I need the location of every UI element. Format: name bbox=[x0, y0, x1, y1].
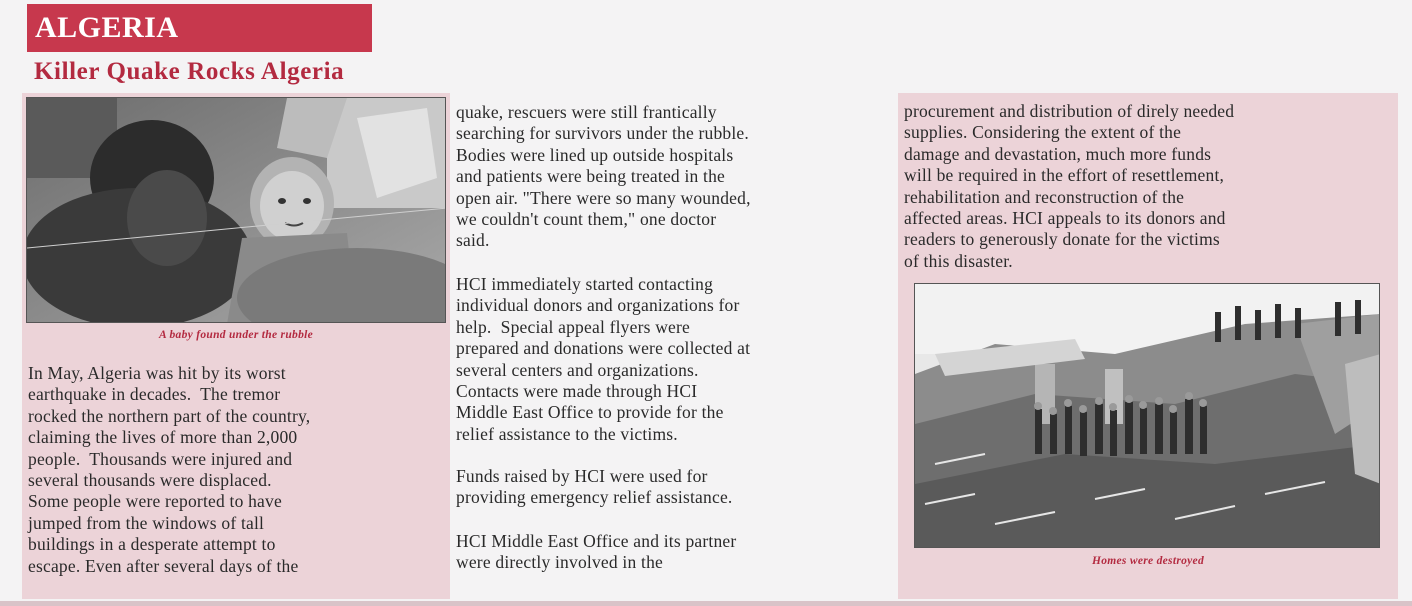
section-banner: ALGERIA bbox=[27, 4, 372, 52]
column-2-paragraph-1: quake, rescuers were still frantically searching for survivors under the rubble. Bodies were lined up outside hospitals and patients were being treated in the open air. "There were so many wounded, we couldn't count them," one doctor said. bbox=[456, 102, 751, 251]
destroyed-homes-photo bbox=[914, 283, 1380, 548]
left-column bbox=[22, 93, 450, 599]
baby-photo-caption: A baby found under the rubble bbox=[158, 329, 314, 341]
column-1-text: In May, Algeria was hit by its worst earthquake in decades. The tremor rocked the northern part of the country, claiming the lives of more than 2,000 people. Thousands were injured and several thousands were displaced. Some people were reported to have jumped from the windows of tall buildings in a desperate attempt to escape. Even after several days of the bbox=[28, 363, 311, 576]
column-2-paragraph-4: HCI Middle East Office and its partner were directly involved in the bbox=[456, 531, 737, 573]
homes-photo-caption: Homes were destroyed bbox=[1091, 555, 1205, 567]
baby-rescue-photo bbox=[26, 97, 446, 323]
column-2-paragraph-2: HCI immediately started contacting individual donors and organizations for help. Special appeal flyers were prepared and donations were collected at several centers and organizations. Contacts were made through HCI Middle East Office to provide for the relief assistance to the victims. bbox=[456, 274, 751, 444]
right-column bbox=[898, 93, 1398, 599]
article-headline: Killer Quake Rocks Algeria bbox=[34, 58, 345, 85]
column-3-text: procurement and distribution of direly needed supplies. Considering the extent of the damage and devastation, much more funds will be required in the effort of resettlement, rehabilitation and reconstruction of the affected areas. HCI appeals to its donors and readers to generously donate for the victims of this disaster. bbox=[904, 101, 1235, 271]
column-2-paragraph-3: Funds raised by HCI were used for providing emergency relief assistance. bbox=[456, 466, 733, 508]
bottom-rule bbox=[0, 601, 1412, 606]
